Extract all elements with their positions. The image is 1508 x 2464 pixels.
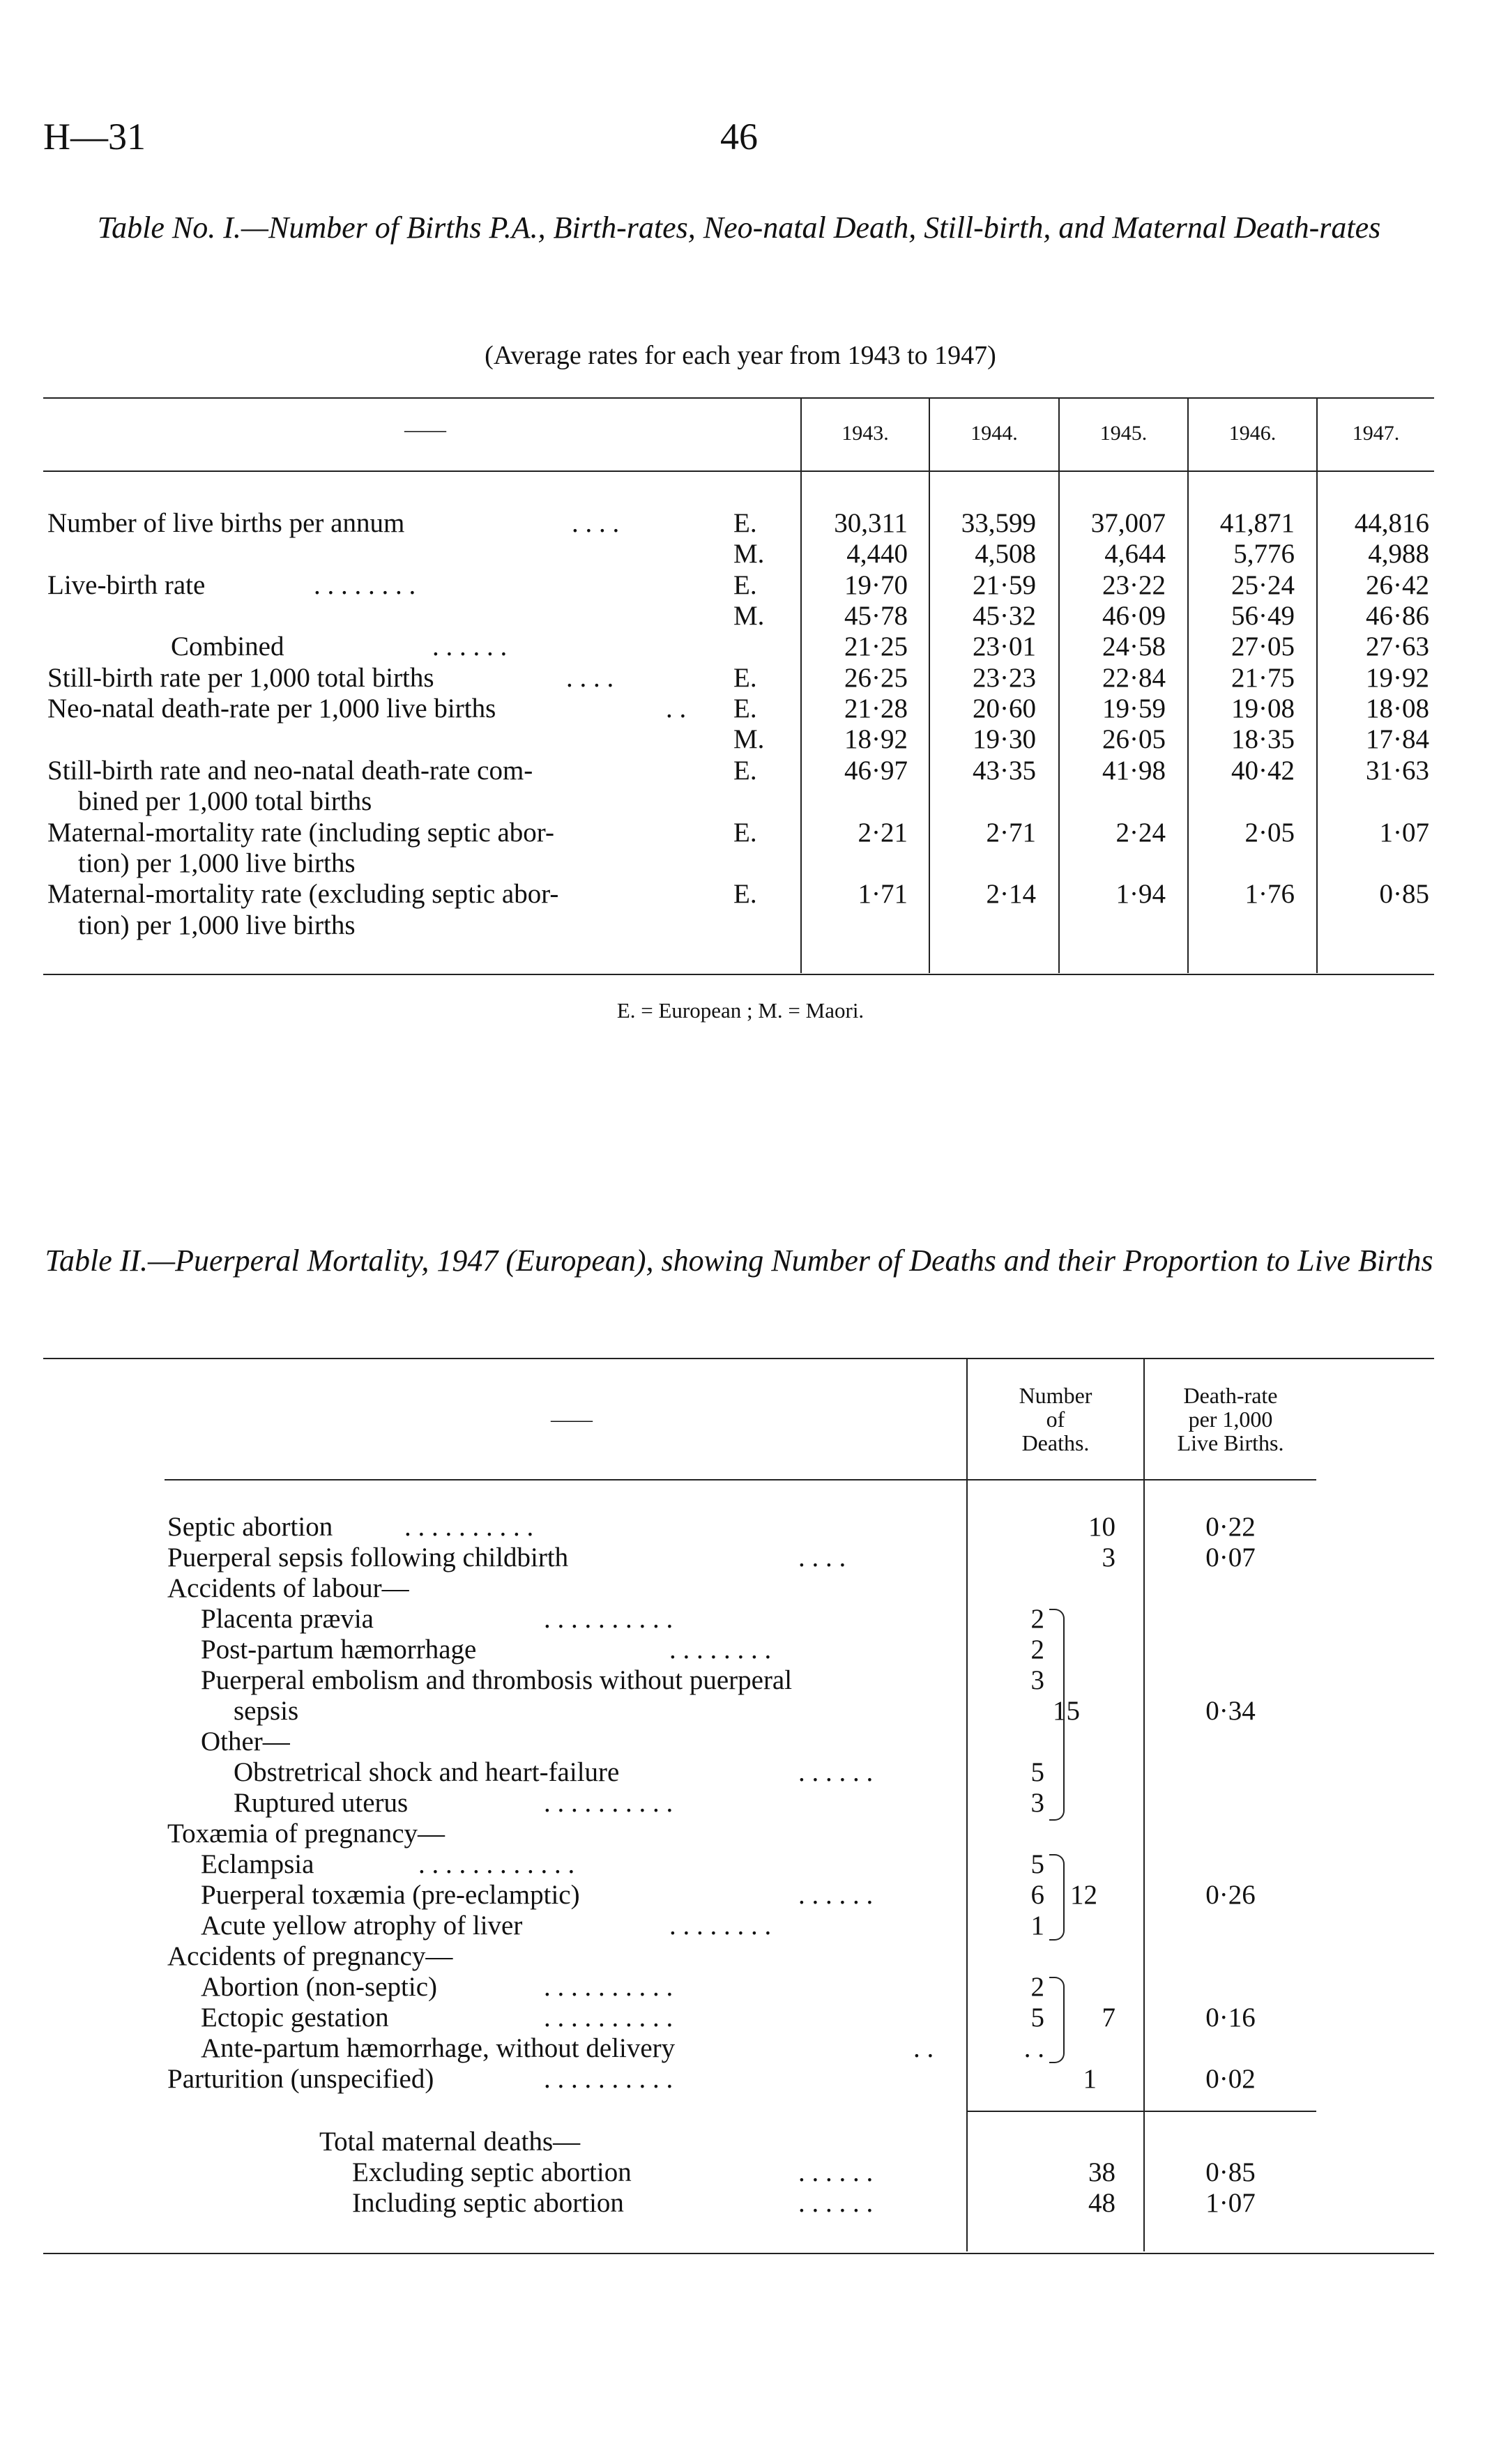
row-leader: . . . . . . . . (669, 1635, 772, 1665)
table2-stub-header: —— (551, 1408, 593, 1431)
value-cell: 41,871 (1219, 508, 1295, 538)
table2-title: Table II.—Puerperal Mortality, 1947 (European), showing Number of Deaths and their Proportion to Live Births (45, 1244, 1433, 1278)
rate-cell: 0·22 (1205, 1512, 1256, 1542)
value-cell: 2·21 (858, 818, 908, 848)
value-cell: 1·94 (1115, 879, 1166, 909)
col-1947: 1947. (1352, 422, 1400, 445)
row-label: Acute yellow atrophy of liver (201, 1911, 523, 1941)
rate-cell: 1·07 (1205, 2188, 1256, 2218)
value-cell: 26·05 (1102, 724, 1166, 754)
value-cell: 23·23 (973, 663, 1036, 693)
table2-total-rule (968, 2111, 1316, 2112)
row-label: Ectopic gestation (201, 2003, 389, 2033)
row-mark: E. (733, 570, 757, 600)
value-cell: 21·25 (844, 632, 908, 661)
group-total: 15 (1053, 1696, 1080, 1726)
row-label: Maternal-mortality rate (including septic abor- (47, 818, 554, 848)
row-label: Abortion (non-septic) (201, 1972, 438, 2002)
value-cell: 18·08 (1366, 694, 1429, 724)
value-cell: 24·58 (1102, 632, 1166, 661)
row-label-cont: bined per 1,000 total births (78, 786, 372, 816)
row-label: Septic abortion (167, 1512, 333, 1542)
value-cell: 17·84 (1366, 724, 1429, 754)
row-label: Still-birth rate and neo-natal death-rate com- (47, 756, 533, 786)
row-leader: . . . . . . (432, 632, 508, 661)
row-label: Neo-natal death-rate per 1,000 live births (47, 694, 496, 724)
value-cell: 1·07 (1379, 818, 1429, 848)
page-number: 46 (720, 116, 758, 158)
row-label-cont: tion) per 1,000 live births (78, 848, 356, 878)
deaths-cell: 2 (1030, 1972, 1044, 2002)
row-label: Accidents of pregnancy— (167, 1941, 453, 1971)
value-cell: 1·71 (858, 879, 908, 909)
value-cell: 2·24 (1115, 818, 1166, 848)
row-label: Parturition (unspecified) (167, 2064, 434, 2094)
row-label: Eclampsia (201, 1849, 314, 1879)
row-label: Post-partum hæmorrhage (201, 1635, 477, 1665)
row-leader: . . . . . . (798, 1757, 874, 1787)
col-1943: 1943. (841, 422, 889, 445)
row-label: Puerperal sepsis following childbirth (167, 1543, 569, 1572)
deaths-cell: 1 (1030, 1911, 1044, 1941)
value-cell: 19·59 (1102, 694, 1166, 724)
row-label: Live-birth rate (47, 570, 206, 600)
deaths-cell: 48 (1088, 2188, 1115, 2218)
value-cell: 4,440 (846, 539, 908, 569)
row-label: Puerperal embolism and thrombosis without puerperal (201, 1665, 793, 1695)
row-leader: . . (913, 2033, 934, 2063)
rate-cell: 0·26 (1205, 1880, 1256, 1910)
value-cell: 45·32 (973, 601, 1036, 631)
row-leader: . . . . . . . . . . (544, 1604, 673, 1634)
row-label: Obstretrical shock and heart-failure (234, 1757, 620, 1787)
row-label: Placenta prævia (201, 1604, 374, 1634)
row-leader: . . . . . . . . . . (544, 2003, 673, 2033)
row-label: sepsis (234, 1696, 299, 1726)
value-cell: 37,007 (1090, 508, 1166, 538)
value-cell: 4,508 (975, 539, 1036, 569)
row-mark: E. (733, 694, 757, 724)
value-cell: 23·22 (1102, 570, 1166, 600)
row-leader: . . . . . . . . . . (544, 1788, 673, 1818)
value-cell: 5,776 (1233, 539, 1295, 569)
value-cell: 19·30 (973, 724, 1036, 754)
row-mark: E. (733, 508, 757, 538)
deaths-cell: . . (1023, 2033, 1044, 2063)
value-cell: 41·98 (1102, 756, 1166, 786)
value-cell: 21·59 (973, 570, 1036, 600)
value-cell: 40·42 (1231, 756, 1295, 786)
deaths-cell: 1 (1083, 2064, 1097, 2094)
deaths-cell: 5 (1030, 1757, 1044, 1787)
value-cell: 27·05 (1231, 632, 1295, 661)
row-leader: . . . . . . . . (669, 1911, 772, 1941)
row-label: Toxæmia of pregnancy— (167, 1819, 445, 1849)
group-brace (1049, 1609, 1065, 1821)
deaths-cell: 5 (1030, 1849, 1044, 1879)
table1-title: Table No. I.—Number of Births P.A., Birth-rates, Neo-natal Death, Still-birth, and Maternal Death-rates (97, 211, 1381, 245)
rate-cell: 0·02 (1205, 2064, 1256, 2094)
value-cell: 44,816 (1354, 508, 1429, 538)
value-cell: 26·25 (844, 663, 908, 693)
col-1944: 1944. (970, 422, 1018, 445)
value-cell: 19·92 (1366, 663, 1429, 693)
deaths-cell: 3 (1030, 1788, 1044, 1818)
row-label: Still-birth rate per 1,000 total births (47, 663, 434, 693)
row-leader: . . . . (566, 663, 614, 693)
row-mark: M. (733, 601, 765, 631)
row-leader: . . . . . . (798, 2157, 874, 2187)
value-cell: 1·76 (1244, 879, 1295, 909)
value-cell: 25·24 (1231, 570, 1295, 600)
row-label: Accidents of labour— (167, 1573, 409, 1603)
value-cell: 0·85 (1379, 879, 1429, 909)
row-leader: . . . . . . (798, 1880, 874, 1910)
value-cell: 2·05 (1244, 818, 1295, 848)
group-brace (1049, 1854, 1065, 1941)
row-leader: . . . . . . (798, 2188, 874, 2218)
value-cell: 19·08 (1231, 694, 1295, 724)
row-leader: . . . . . . . . . . (404, 1512, 534, 1542)
row-leader: . . . . . . . . . . . . (418, 1849, 575, 1879)
deaths-cell: 2 (1030, 1635, 1044, 1665)
row-leader: . . (666, 694, 687, 724)
value-cell: 33,599 (961, 508, 1036, 538)
table1-head-rule (43, 470, 1434, 472)
value-cell: 4,644 (1104, 539, 1166, 569)
value-cell: 26·42 (1366, 570, 1429, 600)
col-number-of-deaths: Number of Deaths. (1019, 1383, 1092, 1455)
total-label: Total maternal deaths— (319, 2127, 581, 2157)
row-leader: . . . . . . . . . . (544, 2064, 673, 2094)
value-cell: 46·86 (1366, 601, 1429, 631)
row-label: Ruptured uterus (234, 1788, 409, 1818)
table1-stub-header: —— (404, 418, 446, 441)
rate-cell: 0·16 (1205, 2003, 1256, 2033)
value-cell: 18·35 (1231, 724, 1295, 754)
row-leader: . . . . . . . . (314, 570, 416, 600)
deaths-cell: 38 (1088, 2157, 1115, 2187)
row-leader: . . . . . . . . . . (544, 1972, 673, 2002)
group-total: 7 (1102, 2003, 1115, 2033)
row-label: Maternal-mortality rate (excluding septic abor- (47, 879, 559, 909)
table1-bottom-rule (43, 974, 1434, 975)
value-cell: 43·35 (973, 756, 1036, 786)
value-cell: 21·28 (844, 694, 908, 724)
col-death-rate: Death-rate per 1,000 Live Births. (1177, 1383, 1284, 1455)
deaths-cell: 3 (1102, 1543, 1115, 1572)
row-mark: E. (733, 663, 757, 693)
row-label: Puerperal toxæmia (pre-eclamptic) (201, 1880, 580, 1910)
value-cell: 45·78 (844, 601, 908, 631)
rate-cell: 0·85 (1205, 2157, 1256, 2187)
deaths-cell: 6 (1030, 1880, 1044, 1910)
deaths-cell: 2 (1030, 1604, 1044, 1634)
value-cell: 19·70 (844, 570, 908, 600)
value-cell: 56·49 (1231, 601, 1295, 631)
row-leader: . . . . (572, 508, 620, 538)
table2-bottom-rule (43, 2253, 1434, 2254)
col-1945: 1945. (1099, 422, 1148, 445)
value-cell: 27·63 (1366, 632, 1429, 661)
row-label: Number of live births per annum (47, 508, 405, 538)
row-mark: M. (733, 539, 765, 569)
row-mark: E. (733, 818, 757, 848)
value-cell: 46·97 (844, 756, 908, 786)
row-label: Excluding septic abortion (352, 2157, 632, 2187)
row-leader: . . . . (798, 1543, 846, 1572)
row-label: Including septic abortion (352, 2188, 624, 2218)
row-label: Ante-partum hæmorrhage, without delivery (201, 2033, 676, 2063)
col-1946: 1946. (1228, 422, 1277, 445)
value-cell: 21·75 (1231, 663, 1295, 693)
row-mark: E. (733, 879, 757, 909)
value-cell: 18·92 (844, 724, 908, 754)
rate-cell: 0·34 (1205, 1696, 1256, 1726)
value-cell: 46·09 (1102, 601, 1166, 631)
value-cell: 4,988 (1368, 539, 1429, 569)
deaths-cell: 5 (1030, 2003, 1044, 2033)
row-label-cont: tion) per 1,000 live births (78, 910, 356, 940)
group-brace (1049, 1977, 1065, 2063)
deaths-cell: 10 (1088, 1512, 1115, 1542)
value-cell: 31·63 (1366, 756, 1429, 786)
row-label: Other— (201, 1727, 290, 1757)
value-cell: 2·71 (986, 818, 1036, 848)
row-mark: M. (733, 724, 765, 754)
row-label: Combined (171, 632, 284, 661)
table1-top-rule (43, 397, 1434, 399)
deaths-cell: 3 (1030, 1665, 1044, 1695)
value-cell: 23·01 (973, 632, 1036, 661)
table1-subtitle: (Average rates for each year from 1943 to 1947) (485, 341, 996, 370)
report-code: H—31 (43, 116, 146, 158)
table1-footnote: E. = European ; M. = Maori. (616, 998, 865, 1023)
row-mark: E. (733, 756, 757, 786)
table2-top-rule (43, 1358, 1434, 1359)
value-cell: 22·84 (1102, 663, 1166, 693)
rate-cell: 0·07 (1205, 1543, 1256, 1572)
group-total: 12 (1070, 1880, 1097, 1910)
value-cell: 20·60 (973, 694, 1036, 724)
value-cell: 30,311 (834, 508, 908, 538)
value-cell: 2·14 (986, 879, 1036, 909)
